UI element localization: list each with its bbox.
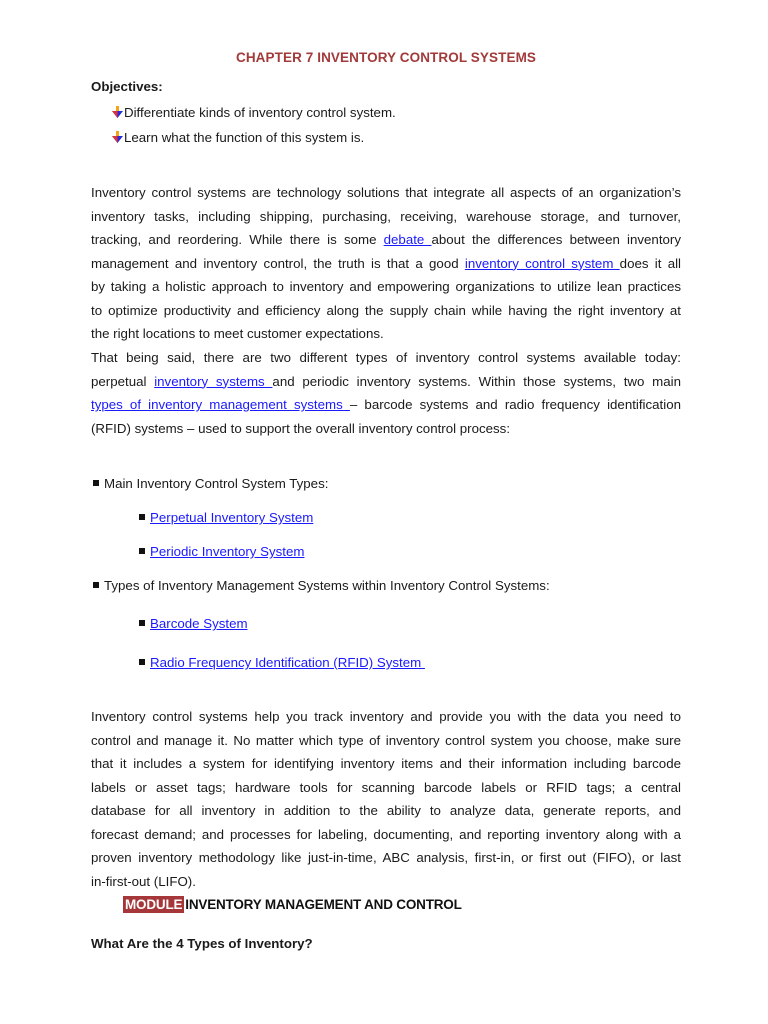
paragraph-line bbox=[91, 346, 681, 370]
module-title: INVENTORY MANAGEMENT AND CONTROL bbox=[185, 897, 462, 912]
text-run: perpetual bbox=[91, 373, 155, 389]
paragraph-line bbox=[91, 846, 681, 870]
list-item-rfid bbox=[139, 655, 425, 670]
paragraph-line bbox=[91, 823, 681, 847]
paragraph-line bbox=[91, 181, 681, 205]
square-bullet-icon bbox=[93, 480, 99, 486]
list-item-barcode bbox=[139, 616, 248, 631]
text-run: and periodic inventory systems. Within those systems, two main bbox=[272, 373, 681, 389]
square-bullet-icon bbox=[139, 514, 145, 520]
list-heading-text: Types of Inventory Management Systems within Inventory Control Systems: bbox=[104, 578, 550, 593]
text-run: that it includes a system for identifying inventory items and their information including barcode bbox=[91, 756, 681, 771]
text-run: Inventory control systems are technology solutions that integrate all aspects of an organization’s bbox=[91, 185, 681, 200]
square-bullet-icon bbox=[139, 659, 145, 665]
section-question-heading: What Are the 4 Types of Inventory? bbox=[91, 936, 313, 951]
paragraph-line bbox=[91, 252, 681, 276]
text-run: tracking, and reordering. While there is some bbox=[91, 232, 384, 247]
objective-text: Learn what the function of this system is. bbox=[124, 130, 365, 145]
text-run: control and manage it. No matter which type of inventory control system you choose, make sure bbox=[91, 732, 681, 748]
inline-link[interactable]: inventory control system bbox=[464, 255, 620, 271]
link-barcode-system[interactable]: Barcode System bbox=[150, 616, 248, 631]
module-heading bbox=[123, 896, 462, 913]
text-run: forecast demand; and processes for labeling, documenting, and reporting inventory along with a bbox=[91, 826, 681, 842]
text-run: labels or asset tags; hardware tools for scanning barcode labels or RFID tags; a central bbox=[91, 779, 681, 795]
objective-text: Differentiate kinds of inventory control system. bbox=[124, 105, 396, 120]
square-bullet-icon bbox=[139, 548, 145, 554]
text-run: inventory tasks, including shipping, purchasing, receiving, warehouse storage, and turnover, bbox=[91, 208, 681, 224]
objective-item bbox=[112, 130, 364, 145]
paragraph-line bbox=[91, 275, 681, 299]
square-bullet-icon bbox=[93, 582, 99, 588]
paragraph-line bbox=[91, 776, 681, 800]
text-run: about the differences between inventory bbox=[431, 232, 681, 247]
text-run: database for all inventory in addition to the ability to analyze data, generate reports, and bbox=[91, 803, 681, 818]
text-run: Inventory control systems help you track inventory and provide you with the data you need to bbox=[91, 709, 681, 724]
chapter-title: CHAPTER 7 INVENTORY CONTROL SYSTEMS bbox=[235, 50, 537, 65]
paragraph-line bbox=[91, 370, 681, 394]
down-arrow-bullet-icon bbox=[112, 106, 123, 118]
objectives-heading: Objectives: bbox=[91, 79, 163, 94]
text-run: (RFID) systems – used to support the overall inventory control process: bbox=[91, 420, 511, 436]
text-run: in-first-out (LIFO). bbox=[91, 873, 196, 889]
down-arrow-bullet-icon bbox=[112, 131, 123, 143]
list-heading-management-types bbox=[93, 578, 550, 593]
paragraph-line bbox=[91, 393, 681, 417]
paragraph-line bbox=[91, 752, 681, 776]
text-run: proven inventory methodology like just-in-time, ABC analysis, first-in, or first out (FIFO), or last bbox=[91, 850, 681, 865]
link-perpetual-inventory-system[interactable]: Perpetual Inventory System bbox=[150, 510, 314, 525]
link-rfid-system[interactable]: Radio Frequency Identification (RFID) System bbox=[150, 655, 425, 670]
paragraph-line bbox=[91, 322, 681, 346]
text-run: by taking a holistic approach to inventory and empowering organizations to utilize lean practices bbox=[91, 279, 681, 294]
link-periodic-inventory-system[interactable]: Periodic Inventory System bbox=[150, 544, 305, 559]
inline-link[interactable]: types of inventory management systems bbox=[91, 397, 350, 412]
list-item-perpetual bbox=[139, 510, 313, 525]
paragraph-intro bbox=[91, 181, 681, 346]
paragraph-line bbox=[91, 228, 681, 252]
text-run: management and inventory control, the truth is that a good bbox=[91, 255, 465, 271]
paragraph-line bbox=[91, 729, 681, 753]
list-heading-text: Main Inventory Control System Types: bbox=[104, 476, 329, 491]
square-bullet-icon bbox=[139, 620, 145, 626]
text-run: the right locations to meet customer expectations. bbox=[91, 326, 384, 341]
paragraph-line bbox=[91, 299, 681, 323]
text-run: does it all bbox=[619, 255, 681, 271]
inline-link[interactable]: inventory systems bbox=[154, 373, 273, 389]
list-item-periodic bbox=[139, 544, 304, 559]
paragraph-types bbox=[91, 346, 681, 440]
paragraph-line bbox=[91, 205, 681, 229]
text-run: – barcode systems and radio frequency identification bbox=[349, 397, 681, 412]
text-run: That being said, there are two different types of inventory control systems available today: bbox=[91, 350, 681, 365]
paragraph-line bbox=[91, 799, 681, 823]
list-heading-main-types bbox=[93, 476, 328, 491]
module-badge: MODULE bbox=[125, 897, 183, 912]
paragraph-line bbox=[91, 417, 681, 441]
inline-link[interactable]: debate bbox=[383, 232, 432, 247]
paragraph-line bbox=[91, 705, 681, 729]
text-run: to optimize productivity and efficiency along the supply chain while having the right inventory at bbox=[91, 302, 681, 318]
paragraph-overview bbox=[91, 705, 681, 893]
paragraph-line bbox=[91, 870, 681, 894]
objective-item bbox=[112, 105, 396, 120]
